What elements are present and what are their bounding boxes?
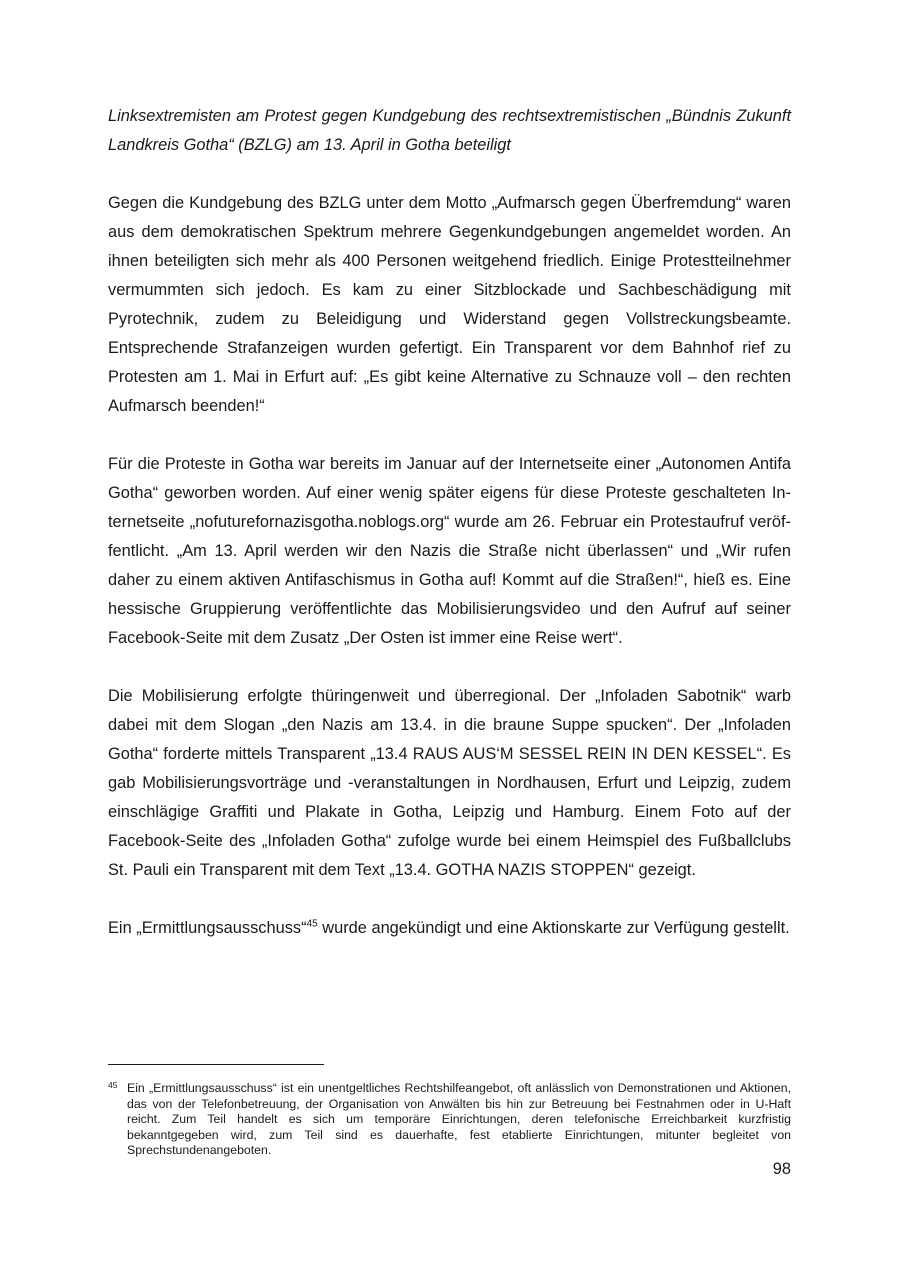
footnote-separator xyxy=(108,1064,324,1065)
footnote-text: Ein „Ermittlungsausschuss“ ist ein unentgeltliches Rechtshilfeangebot, oft anlässlich von Demonstrationen und Aktionen, das von der Telefonbetreuung, der Organisation von Anwälten bis hin zur Betreuung bei Festnahmen oder in U-Haft reicht. Zum Teil handelt es sich um temporäre Einrichtungen, deren telefonische Erreichbarkeit kurzfristig bekanntgegeben wird, zum Teil sind es dauerhafte, fest etablierte Einrichtungen, mitunter begleitet von Sprechstundenangeboten. xyxy=(127,1081,791,1158)
spacer xyxy=(108,885,791,914)
paragraph-4 xyxy=(108,914,791,943)
paragraph-1: Gegen die Kundgebung des BZLG unter dem Motto „Aufmarsch gegen Überfremdung“ waren aus dem demokratischen Spektrum mehrere Gegenkundgebungen angemeldet worden. An ihnen beteiligten sich mehr als 400 Personen weitgehend friedlich. Einige Protestteilnehmer vermummten sich jedoch. Es kam zu einer Sitzblockade und Sachbeschädigung mit Pyrotechnik, zudem zu Beleidigung und Widerstand gegen Vollstreckungsbeamte. Entsprechende Strafanzeigen wurden gefertigt. Ein Transparent vor dem Bahnhof rief zu Protesten am 1. Mai in Erfurt auf: „Es gibt keine Alternative zu Schnauze voll – den rechten Aufmarsch beenden!“ xyxy=(108,194,791,415)
footnote-number: 45 xyxy=(108,1080,118,1090)
spacer xyxy=(108,160,791,189)
paragraph-4-start: Ein „Ermittlungsausschuss“ xyxy=(108,919,307,937)
footnote-reference[interactable]: 45 xyxy=(306,918,318,930)
footnote xyxy=(108,1081,791,1159)
page-body xyxy=(108,102,791,943)
spacer xyxy=(108,421,791,450)
paragraph-3: Die Mobilisierung erfolgte thüringenweit und überregional. Der „Infoladen Sabotnik“ warb dabei mit dem Slogan „den Nazis am 13.4. in die braune Suppe spucken“. Der „Infoladen Gotha“ forderte mittels Transparent „13.4 RAUS AUS‘M SESSEL REIN IN DEN KESSEL“. Es gab Mobilisierungsvorträge und -veranstaltungen in Nordhausen, Erfurt und Leipzig, zudem einschlägige Graffiti und Plakate in Gotha, Leipzig und Hamburg. Einem Foto auf der Facebook-Seite des „Infoladen Gotha“ zufolge wurde bei einem Heimspiel des Fußballclubs St. Pauli ein Transparent mit dem Text „13.4. GOTHA NAZIS STOPPEN“ gezeigt. xyxy=(108,687,791,879)
spacer xyxy=(108,653,791,682)
section-heading: Linksextremisten am Protest gegen Kundgebung des rechtsextremistischen „Bündnis Zukunft Landkreis Gotha“ (BZLG) am 13. April in Gotha beteiligt xyxy=(108,107,791,154)
paragraph-4-end: wurde angekündigt und eine Aktionskarte zur Verfügung gestellt. xyxy=(317,919,790,937)
paragraph-2: Für die Proteste in Gotha war bereits im Januar auf der Internetseite einer „Autonomen Antifa Gotha“ geworben worden. Auf einer wenig später eigens für diese Proteste geschalteten Internetseite „nofuturefornazisgotha.noblogs.org“ wurde am 26. Februar ein Protestaufruf veröffentlicht. „Am 13. April werden wir den Nazis die Straße nicht überlassen“ und „Wir rufen daher zu einem aktiven Antifaschismus in Gotha auf! Kommt auf die Straßen!“, hieß es. Eine hessische Gruppierung veröffentlichte das Mobilisierungsvideo und den Aufruf auf seiner Facebook-Seite mit dem Zusatz „Der Osten ist immer eine Reise wert“. xyxy=(108,455,791,647)
page-number: 98 xyxy=(772,1160,791,1178)
